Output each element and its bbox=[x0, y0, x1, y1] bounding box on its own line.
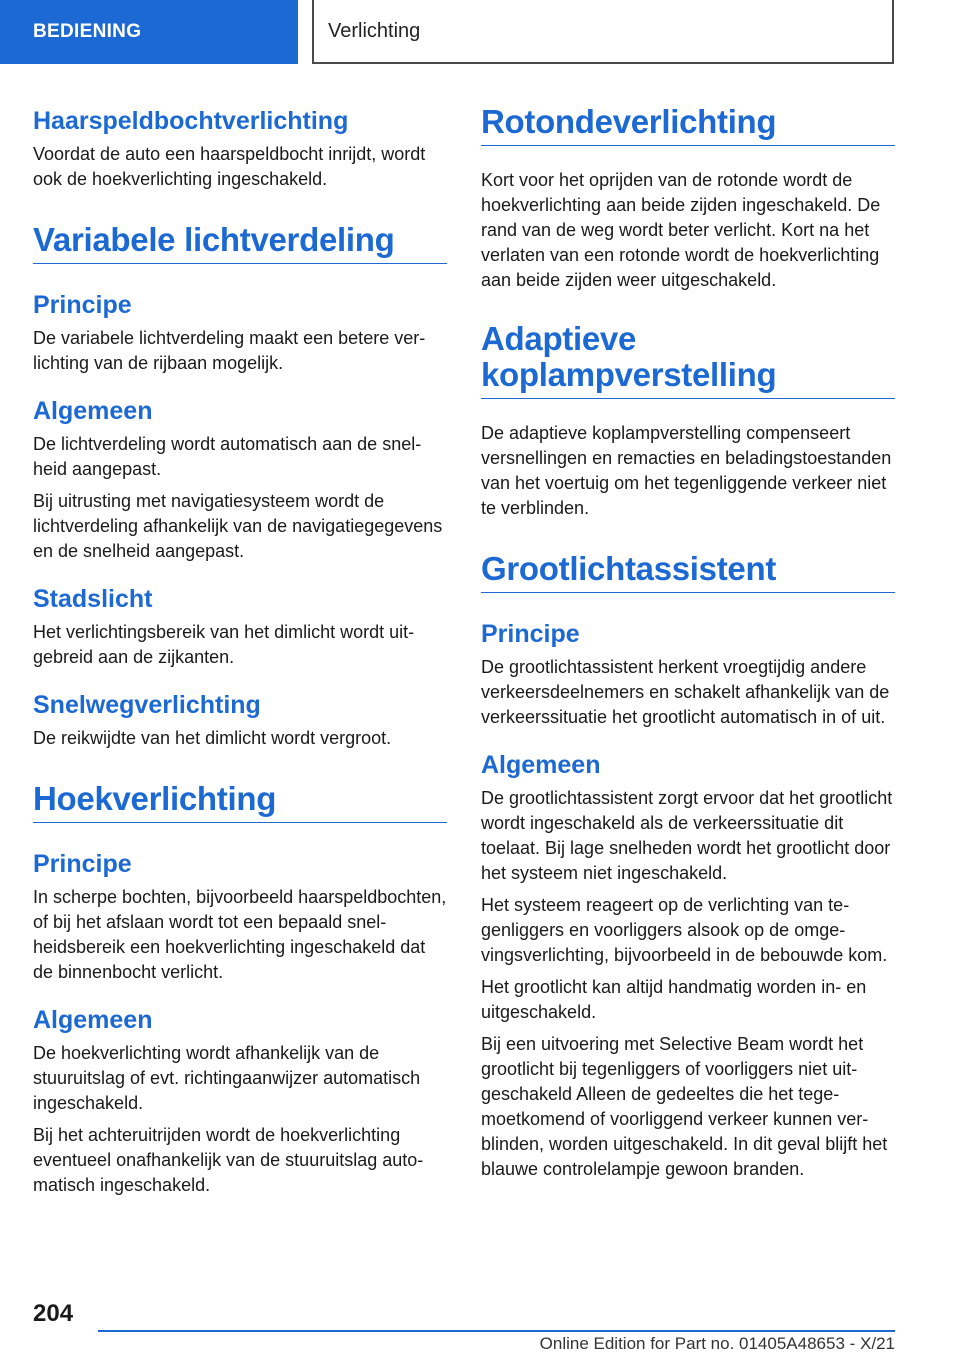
heading-algemeen: Algemeen bbox=[33, 1006, 153, 1034]
heading-principe: Principe bbox=[33, 850, 132, 878]
paragraph: De grootlichtassistent herkent vroegtijdig andere verkeersdeelnemers en schakelt afhankelijk van de verkeerssituatie het grootlicht automatisch in of uit. bbox=[481, 657, 890, 727]
heading-hoekverlichting: Hoekverlichting bbox=[33, 781, 447, 823]
left-column bbox=[33, 100, 447, 1198]
right-column bbox=[481, 100, 895, 1182]
paragraph: Voordat de auto een haarspeldbocht inrijdt, wordt ook de hoekverlichting ingeschakeld. bbox=[33, 144, 426, 189]
edition-footer: Online Edition for Part no. 01405A48653 - X/21 bbox=[539, 1334, 895, 1353]
heading-line: koplampverstelling bbox=[481, 356, 777, 393]
paragraph: Kort voor het oprijden van de rotonde wordt de hoekverlichting aan beide zijden ingeschakeld. De rand van de weg wordt beter verlicht. Kort na het verlaten van een rotonde wordt de hoekverlichting aan beide zijden weer uitgeschakeld. bbox=[481, 170, 881, 290]
paragraph: De lichtverdeling wordt automatisch aan de snelheid aangepast. bbox=[33, 434, 422, 479]
heading-stadslicht: Stadslicht bbox=[33, 585, 153, 613]
paragraph: Het grootlicht kan altijd handmatig worden in- en uitgeschakeld. bbox=[481, 977, 867, 1022]
paragraph: Het verlichtingsbereik van het dimlicht wordt uitgebreid aan de zijkanten. bbox=[33, 622, 415, 667]
heading-line: Adaptieve bbox=[481, 320, 637, 357]
heading-haarspeldbochtverlichting: Haarspeldbochtverlichting bbox=[33, 107, 349, 135]
paragraph: Bij het achteruitrijden wordt de hoekverlichting eventueel onafhankelijk van de stuuruitslag automatisch ingeschakeld. bbox=[33, 1125, 424, 1195]
paragraph: De hoekverlichting wordt afhankelijk van de stuuruitslag of evt. richtingaanwijzer automatisch ingeschakeld. bbox=[33, 1043, 421, 1113]
paragraph: In scherpe bochten, bijvoorbeeld haarspeldbochten, of bij het afslaan wordt tot een bepaald snelheidsbereik een hoekverlichting ingeschakeld dat de binnenbocht verlicht. bbox=[33, 887, 447, 982]
heading-adaptieve-koplampverstelling bbox=[481, 321, 895, 399]
heading-rotondeverlichting: Rotondeverlichting bbox=[481, 104, 895, 146]
heading-algemeen: Algemeen bbox=[33, 397, 153, 425]
paragraph: Het systeem reageert op de verlichting van tegenliggers en voorliggers alsook op de omgevingsverlichting, bijvoorbeeld in de bebouwde kom. bbox=[481, 895, 888, 965]
page-number: 204 bbox=[33, 1300, 74, 1327]
paragraph: De variabele lichtverdeling maakt een betere verlichting van de rijbaan mogelijk. bbox=[33, 328, 426, 373]
chapter-title: Verlichting bbox=[312, 0, 894, 64]
paragraph: De adaptieve koplampverstelling compenseert versnellingen en remacties en beladingstoestanden van het voertuig om het tegenliggende verkeer niet te verblinden. bbox=[481, 423, 892, 518]
paragraph: Bij uitrusting met navigatiesysteem wordt de lichtverdeling afhankelijk van de navigatiegegevens en de snelheid aangepast. bbox=[33, 491, 443, 561]
heading-snelwegverlichting: Snelwegverlichting bbox=[33, 691, 261, 719]
section-tab: BEDIENING bbox=[0, 0, 298, 64]
heading-principe: Principe bbox=[481, 620, 580, 648]
paragraph: De grootlichtassistent zorgt ervoor dat het grootlicht wordt ingeschakeld als de verkeerssituatie dit toelaat. Bij lage snelheden wordt het grootlicht door het systeem niet ingeschakeld. bbox=[481, 788, 893, 883]
heading-grootlichtassistent: Grootlichtassistent bbox=[481, 551, 895, 593]
heading-algemeen: Algemeen bbox=[481, 751, 601, 779]
heading-principe: Principe bbox=[33, 291, 132, 319]
paragraph: Bij een uitvoering met Selective Beam wordt het grootlicht bij tegenliggers of voorliggers niet uitgeschakeld Alleen de gedeeltes die het tegemoetkomend of voorliggend verkeer kunnen verblinden, worden uitgeschakeld. In dit geval blijft het blauwe controlelampje gewoon branden. bbox=[481, 1034, 888, 1179]
paragraph: De reikwijdte van het dimlicht wordt vergroot. bbox=[33, 728, 392, 748]
footer-divider bbox=[98, 1330, 895, 1332]
heading-variabele-lichtverdeling: Variabele lichtverdeling bbox=[33, 222, 447, 264]
